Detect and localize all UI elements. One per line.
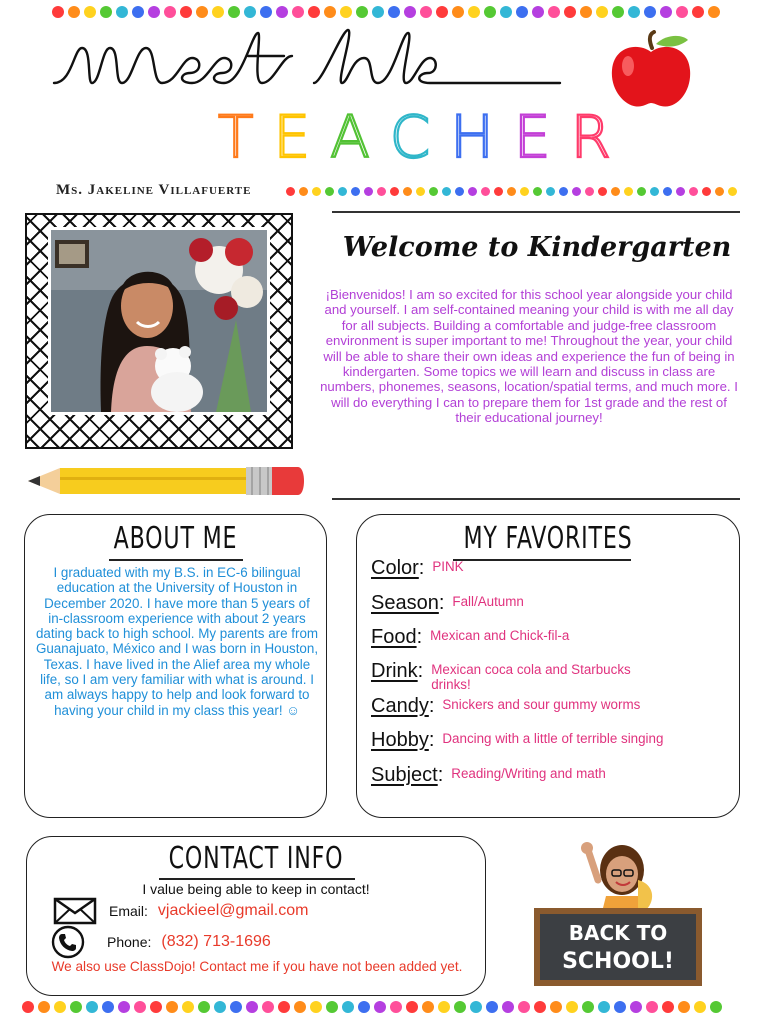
decor-dot xyxy=(646,1001,658,1013)
decor-dot xyxy=(338,187,347,196)
decor-dot xyxy=(340,6,352,18)
decor-dot xyxy=(728,187,737,196)
decor-dot xyxy=(452,6,464,18)
teacher-letter: H xyxy=(450,103,508,171)
favorite-value: Reading/Writing and math xyxy=(451,766,606,781)
decor-dot xyxy=(598,1001,610,1013)
decor-dot xyxy=(54,1001,66,1013)
phone-link[interactable]: (832) 713-1696 xyxy=(161,933,271,950)
decor-dot xyxy=(585,187,594,196)
colon: : xyxy=(417,660,424,682)
decor-dot xyxy=(299,187,308,196)
badge-line-2: SCHOOL! xyxy=(562,949,674,974)
decor-dot xyxy=(580,6,592,18)
decor-dot xyxy=(116,6,128,18)
decor-dot xyxy=(663,187,672,196)
favorite-candy-row xyxy=(371,695,640,718)
teacher-photo xyxy=(48,227,270,415)
decor-dot xyxy=(324,6,336,18)
colon: : xyxy=(418,557,425,579)
bottom-dot-border xyxy=(22,1001,722,1013)
decor-dot xyxy=(86,1001,98,1013)
teacher-name: Ms. Jakeline Villafuerte xyxy=(56,182,252,198)
decor-dot xyxy=(196,6,208,18)
photo-frame xyxy=(25,213,293,449)
favorite-label: Drink xyxy=(371,660,418,682)
phone-row xyxy=(51,925,271,959)
decor-dot xyxy=(614,1001,626,1013)
colon: : xyxy=(428,695,435,717)
decor-dot xyxy=(416,187,425,196)
decor-dot xyxy=(708,6,720,18)
contact-info-underline xyxy=(159,878,355,880)
teacher-letter: C xyxy=(389,103,445,171)
favorite-hobby-row xyxy=(371,729,702,752)
decor-dot xyxy=(494,187,503,196)
divider-top xyxy=(332,211,740,213)
decor-dot xyxy=(180,6,192,18)
decor-dot xyxy=(455,187,464,196)
teacher-title xyxy=(218,103,625,171)
favorites-underline xyxy=(453,559,631,561)
decor-dot xyxy=(438,1001,450,1013)
favorite-label: Hobby xyxy=(371,729,429,751)
decor-dot xyxy=(710,1001,722,1013)
meet-the-script-title xyxy=(52,28,562,108)
decor-dot xyxy=(630,1001,642,1013)
teacher-letter: T xyxy=(218,103,268,171)
decor-dot xyxy=(429,187,438,196)
decor-dot xyxy=(533,187,542,196)
decor-dot xyxy=(694,1001,706,1013)
decor-dot xyxy=(390,1001,402,1013)
decor-dot xyxy=(260,6,272,18)
decor-dot xyxy=(278,1001,290,1013)
apple-icon xyxy=(608,30,694,110)
decor-dot xyxy=(532,6,544,18)
badge-line-1: BACK TO xyxy=(568,921,668,945)
email-row xyxy=(53,897,308,925)
decor-dot xyxy=(356,6,368,18)
decor-dot xyxy=(134,1001,146,1013)
decor-dot xyxy=(377,187,386,196)
decor-dot xyxy=(276,6,288,18)
teacher-letter: R xyxy=(570,103,625,171)
decor-dot xyxy=(436,6,448,18)
decor-dot xyxy=(100,6,112,18)
decor-dot xyxy=(38,1001,50,1013)
decor-dot xyxy=(351,187,360,196)
name-dot-divider xyxy=(286,187,737,196)
email-label: Email: xyxy=(109,903,148,919)
contact-intro: I value being able to keep in contact! xyxy=(142,881,370,897)
classdojo-note: We also use ClassDojo! Contact me if you have not been added yet. xyxy=(51,959,463,974)
decor-dot xyxy=(294,1001,306,1013)
decor-dot xyxy=(676,6,688,18)
decor-dot xyxy=(166,1001,178,1013)
decor-dot xyxy=(624,187,633,196)
decor-dot xyxy=(325,187,334,196)
decor-dot xyxy=(286,187,295,196)
contact-info-title: CONTACT INFO xyxy=(168,841,344,876)
teacher-letter: E xyxy=(513,103,565,171)
decor-dot xyxy=(628,6,640,18)
decor-dot xyxy=(228,6,240,18)
decor-dot xyxy=(516,6,528,18)
decor-dot xyxy=(534,1001,546,1013)
favorite-subject-row xyxy=(371,764,606,787)
decor-dot xyxy=(312,187,321,196)
decor-dot xyxy=(481,187,490,196)
top-dot-border xyxy=(52,6,720,18)
decor-dot xyxy=(644,6,656,18)
decor-dot xyxy=(662,1001,674,1013)
decor-dot xyxy=(406,1001,418,1013)
decor-dot xyxy=(372,6,384,18)
favorite-label: Color xyxy=(371,557,419,579)
divider-bottom xyxy=(332,498,740,500)
decor-dot xyxy=(214,1001,226,1013)
phone-label: Phone: xyxy=(107,934,152,950)
decor-dot xyxy=(637,187,646,196)
decor-dot xyxy=(70,1001,82,1013)
decor-dot xyxy=(52,6,64,18)
favorite-season-row xyxy=(371,592,524,615)
decor-dot xyxy=(612,6,624,18)
decor-dot xyxy=(454,1001,466,1013)
decor-dot xyxy=(403,187,412,196)
decor-dot xyxy=(292,6,304,18)
decor-dot xyxy=(507,187,516,196)
decor-dot xyxy=(715,187,724,196)
colon: : xyxy=(416,626,423,648)
decor-dot xyxy=(390,187,399,196)
decor-dot xyxy=(132,6,144,18)
decor-dot xyxy=(486,1001,498,1013)
favorite-value: Dancing with a little of terrible singing xyxy=(442,731,664,746)
decor-dot xyxy=(308,6,320,18)
decor-dot xyxy=(559,187,568,196)
favorite-value: PINK xyxy=(432,559,464,574)
decor-dot xyxy=(484,6,496,18)
phone-icon xyxy=(51,925,85,959)
decor-dot xyxy=(244,6,256,18)
decor-dot xyxy=(364,187,373,196)
decor-dot xyxy=(502,1001,514,1013)
decor-dot xyxy=(198,1001,210,1013)
decor-dot xyxy=(420,6,432,18)
decor-dot xyxy=(182,1001,194,1013)
favorite-food-row xyxy=(371,626,569,649)
welcome-body: ¡Bienvenidos! I am so excited for this school year alongside your child and yourself. I am self-contained meaning your child is with me all day for all subjects. Building a comfortable and judge-free classroom environment is super important to me! Throughout the year, your child will be able to share their own ideas and experience the fun of being in kindergarten. Some topics we will learn and discuss in class are numbers, phonemes, seasons, location/spatial terms, and much more. I will do everything I can to prepare them for 1st grade and the rest of their educational journey! xyxy=(320,287,738,426)
decor-dot xyxy=(689,187,698,196)
colon: : xyxy=(438,592,445,614)
decor-dot xyxy=(22,1001,34,1013)
about-me-title: ABOUT ME xyxy=(113,521,238,556)
decor-dot xyxy=(611,187,620,196)
decor-dot xyxy=(164,6,176,18)
decor-dot xyxy=(596,6,608,18)
decor-dot xyxy=(564,6,576,18)
decor-dot xyxy=(118,1001,130,1013)
decor-dot xyxy=(102,1001,114,1013)
favorite-label: Candy xyxy=(371,695,429,717)
pencil-icon xyxy=(26,464,308,498)
decor-dot xyxy=(148,6,160,18)
decor-dot xyxy=(84,6,96,18)
favorite-color-row xyxy=(371,557,464,580)
decor-dot xyxy=(692,6,704,18)
favorite-value: Snickers and sour gummy worms xyxy=(442,697,641,712)
favorite-drink-row xyxy=(371,660,641,692)
decor-dot xyxy=(468,6,480,18)
contact-info-card xyxy=(26,836,486,996)
decor-dot xyxy=(212,6,224,18)
decor-dot xyxy=(598,187,607,196)
decor-dot xyxy=(660,6,672,18)
decor-dot xyxy=(518,1001,530,1013)
decor-dot xyxy=(388,6,400,18)
decor-dot xyxy=(404,6,416,18)
decor-dot xyxy=(442,187,451,196)
decor-dot xyxy=(500,6,512,18)
colon: : xyxy=(428,729,435,751)
decor-dot xyxy=(702,187,711,196)
decor-dot xyxy=(374,1001,386,1013)
about-me-card xyxy=(24,514,327,818)
back-to-school-badge xyxy=(528,840,708,992)
favorite-label: Season xyxy=(371,592,439,614)
decor-dot xyxy=(546,187,555,196)
favorite-value: Mexican coca cola and Starbucks drinks! xyxy=(431,662,631,692)
decor-dot xyxy=(342,1001,354,1013)
favorite-value: Mexican and Chick-fil-a xyxy=(430,628,570,643)
decor-dot xyxy=(326,1001,338,1013)
decor-dot xyxy=(262,1001,274,1013)
about-me-body: I graduated with my B.S. in EC-6 bilingual education at the University of Houston in December 2020. I have more than 5 years of in-classroom experience with about 2 years dating back to high school. My parents are from Guanajuato, México and I was born in Houston, Texas. I have lived in the Alief area my whole life, so I am very familiar with what is around. I am always happy to help and look forward to having your child in my class this year! ☺ xyxy=(35,565,319,718)
decor-dot xyxy=(246,1001,258,1013)
decor-dot xyxy=(676,187,685,196)
envelope-icon xyxy=(53,897,97,925)
decor-dot xyxy=(550,1001,562,1013)
favorites-title: MY FAVORITES xyxy=(463,521,633,556)
decor-dot xyxy=(358,1001,370,1013)
colon: : xyxy=(437,764,444,786)
decor-dot xyxy=(150,1001,162,1013)
decor-dot xyxy=(566,1001,578,1013)
decor-dot xyxy=(310,1001,322,1013)
decor-dot xyxy=(678,1001,690,1013)
welcome-title: Welcome to Kindergarten xyxy=(342,232,732,263)
decor-dot xyxy=(520,187,529,196)
email-link[interactable]: vjackieel@gmail.com xyxy=(157,902,309,919)
about-me-underline xyxy=(109,559,243,561)
decor-dot xyxy=(582,1001,594,1013)
favorites-card xyxy=(356,514,740,818)
decor-dot xyxy=(470,1001,482,1013)
decor-dot xyxy=(572,187,581,196)
decor-dot xyxy=(422,1001,434,1013)
teacher-letter: E xyxy=(273,103,325,171)
decor-dot xyxy=(548,6,560,18)
favorite-value: Fall/Autumn xyxy=(452,594,524,609)
decor-dot xyxy=(650,187,659,196)
decor-dot xyxy=(468,187,477,196)
favorite-label: Subject xyxy=(371,764,438,786)
favorite-label: Food xyxy=(371,626,417,648)
decor-dot xyxy=(68,6,80,18)
teacher-letter: A xyxy=(330,103,384,171)
decor-dot xyxy=(230,1001,242,1013)
